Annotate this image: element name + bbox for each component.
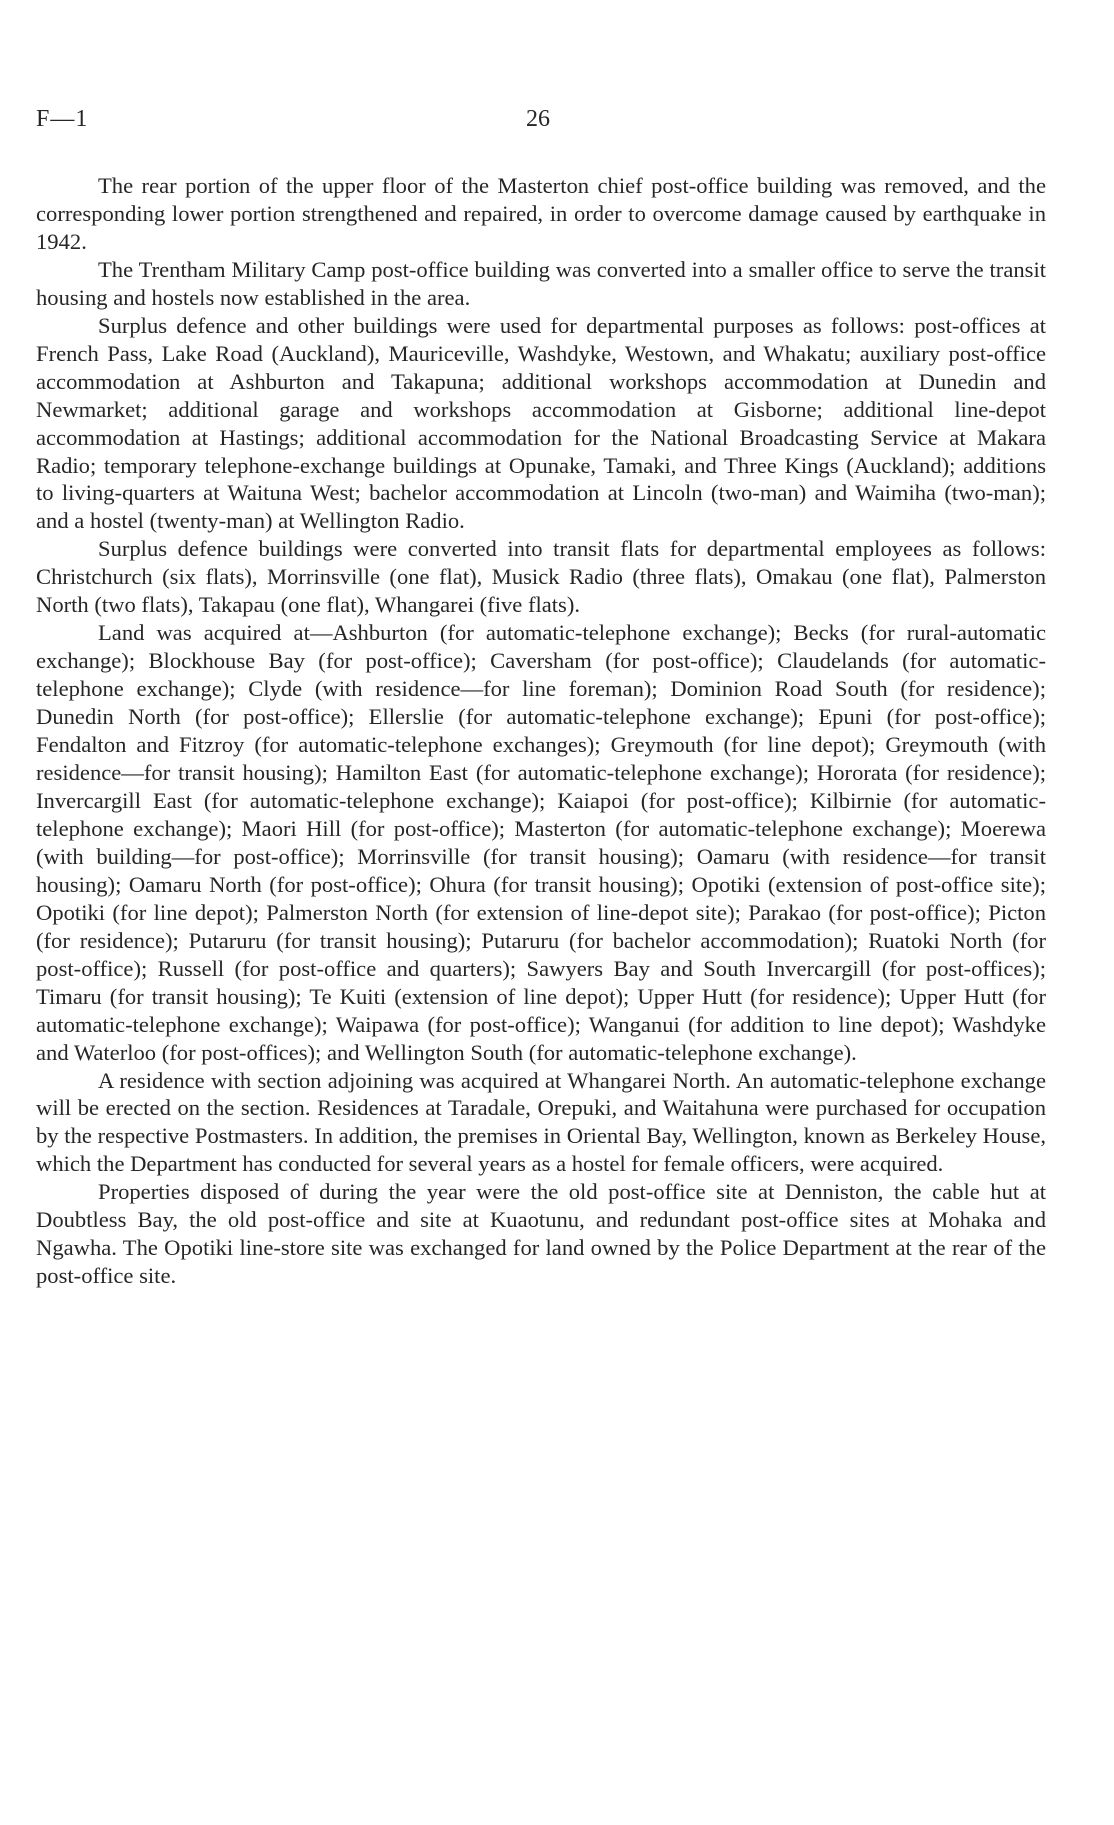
paragraph-properties-disposed: Properties disposed of during the year were the old post-office site at Denniston, the cable hut at Doubtless Bay, the old post-office and site at Kuaotunu, and redundant post-office sites at Mohaka and Ngawha. The Opotiki line-store site was exchanged for land owned by the Police Department at the rear of the post-office site. <box>36 1179 1046 1289</box>
page-number: 26 <box>526 106 550 132</box>
body-text <box>36 172 1046 1290</box>
paragraph-masterton: The rear portion of the upper floor of the Masterton chief post-office building was removed, and the corresponding lower portion strengthened and repaired, in order to overcome damage caused by earthquake in 1942. <box>36 173 1046 254</box>
document-reference: F—1 <box>36 106 89 132</box>
paragraph-trentham: The Trentham Military Camp post-office building was converted into a smaller office to serve the transit housing and hostels now established in the area. <box>36 256 1046 310</box>
page-header <box>36 104 1046 134</box>
paragraph-land-acquired: Land was acquired at—Ashburton (for automatic-telephone exchange); Becks (for rural-automatic exchange); Blockhouse Bay (for post-office); Caversham (for post-office); Claudelands (for automatic-telephone exchange); Clyde (with residence—for line foreman); Dominion Road South (for residence); Dunedin North (for post-office); Ellerslie (for automatic-telephone exchange); Epuni (for post-office); Fendalton and Fitzroy (for automatic-telephone exchanges); Greymouth (for line depot); Greymouth (with residence—for transit housing); Hamilton East (for automatic-telephone exchange); Hororata (for residence); Invercargill East (for automatic-telephone exchange); Kaiapoi (for post-office); Kilbirnie (for automatic-telephone exchange); Maori Hill (for post-office); Masterton (for automatic-telephone exchange); Moerewa (with building—for post-office); Morrinsville (for transit housing); Oamaru (with residence—for transit housing); Oamaru North (for post-office); Ohura (for transit housing); Opotiki (extension of post-office site); Opotiki (for line depot); Palmerston North (for extension of line-depot site); Parakao (for post-office); Picton (for residence); Putaruru (for transit housing); Putaruru (for bachelor accommodation); Ruatoki North (for post-office); Russell (for post-office and quarters); Sawyers Bay and South Invercargill (for post-offices); Timaru (for transit housing); Te Kuiti (extension of line depot); Upper Hutt (for residence); Upper Hutt (for automatic-telephone exchange); Waipawa (for post-office); Wanganui (for addition to line depot); Washdyke and Waterloo (for post-offices); and Wellington South (for automatic-telephone exchange). <box>36 620 1046 1065</box>
paragraph-residences-acquired: A residence with section adjoining was acquired at Whangarei North. An automatic-telephone exchange will be erected on the section. Residences at Taradale, Orepuki, and Waitahuna were purchased for occupation by the respective Postmasters. In addition, the premises in Oriental Bay, Wellington, known as Berkeley House, which the Department has conducted for several years as a hostel for female officers, were acquired. <box>36 1067 1046 1177</box>
paragraph-transit-flats: Surplus defence buildings were converted into transit flats for departmental employees as follows: Christchurch (six flats), Morrinsville (one flat), Musick Radio (three flats), Omakau (one flat), Palmerston North (two flats), Takapau (one flat), Whangarei (five flats). <box>36 536 1046 618</box>
paragraph-surplus-buildings-used: Surplus defence and other buildings were used for departmental purposes as follows: post-offices at French Pass, Lake Road (Auckland), Mauriceville, Washdyke, Westown, and Whakatu; auxiliary post-office accommodation at Ashburton and Takapuna; additional workshops accommodation at Dunedin and Newmarket; additional garage and workshops accommodation at Gisborne; additional line-depot accommodation at Hastings; additional accommodation for the National Broadcasting Service at Makara Radio; temporary telephone-exchange buildings at Opunake, Tamaki, and Three Kings (Auckland); additions to living-quarters at Waituna West; bachelor accommodation at Lincoln (two-man) and Waimiha (two-man); and a hostel (twenty-man) at Wellington Radio. <box>36 312 1046 534</box>
